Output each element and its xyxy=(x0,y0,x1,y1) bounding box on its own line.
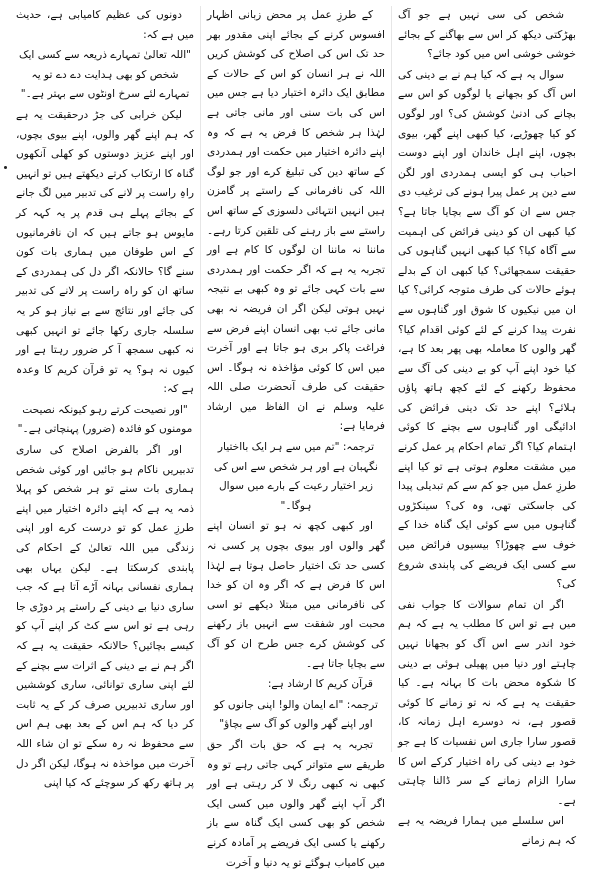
quote-paragraph: ترجمہ: "اے ایمان والو! اپنی جانوں کو اور اپنے گھر والوں کو آگ سے بچاؤ" xyxy=(214,698,378,731)
newspaper-page xyxy=(10,6,582,869)
body-paragraph: لیکن خرابی کی جڑ درحقیقت یہ ہے کہ ہم اپنے گھر والوں، اپنے بیوی بچوں، اور اپنے عزیز دوستوں کو کھلی آنکھوں گناہ کا ارتکاب کرتے دیکھتے ہیں تو انہیں راہِ راست پر لانے کی تدبیر میں لگ جانے کے بجائے پہلے ہی قدم پر یہ کہہ کر مایوس ہو جاتے ہیں کہ ان نافرمانیوں کے اس طوفان میں ہماری بات کون سنے گا؟ حالانکہ اگر دل کی ہمدردی کے ساتھ ان کو راہ راست پر لانے کی تدبیر کی جائے اور نتائج سے بے نیاز ہو کر یہ سلسلہ جاری رکھا جائے تو انہیں کبھی نہ کبھی سمجھ آ کر ضرور رہتا ہے اور کیوں نہ ہو؟ یہ تو قرآن کریم کا وعدہ ہے کہ: xyxy=(16,108,194,396)
column-right xyxy=(392,6,582,847)
body-paragraph: اور کبھی کچھ نہ ہو تو انسان اپنے گھر والوں اور بیوی بچوں پر کسی نہ کسی حد تک اختیار حاصل ہوتا ہے لہٰذا اس کا فرض ہے کہ اگر وہ ان کو خدا کی نافرمانی میں مبتلا دیکھے تو اسی محبت اور شفقت سے انہیں باز رکھنے کی کوشش کرے جس طرح ان کو آگ سے بچایا جاتا ہے۔ xyxy=(207,520,385,670)
body-paragraph: اور اگر بالفرض اصلاح کی ساری تدبیریں ناکام ہو جائیں اور کوئی شخص ہماری بات سنے تو ہر شخص کو پہلا ذمہ یہ ہے کہ اپنے دائرہ اختیار میں اپنے طرزِ عمل کو تو درست کرے اور اپنی زندگی میں اللہ تعالیٰ کے احکام کی پابندی کرسکتا ہے۔ لیکن یہاں بھی ہماری نفسانی بہانہ آڑے آتا ہے کہ جب ساری دنیا بے دینی کے راستے پر دوڑی جا رہی ہے تو اس سے کٹ کر اپنے آپ کو کیسے بچائیں؟ حالانکہ حقیقت یہ ہے کہ اگر ہم نے بے دینی کے اثرات سے بچنے کے لئے اپنی ساری توانائی، ساری کوششیں اور ساری تدبیریں صرف کر کے یہ ثابت کر دیا کہ ہم اس کے بعد بھی ہم اس سے محفوظ نہ رہ سکے تو ان شاء اللہ آخرت میں مواخذہ نہ ہوگا، لیکن اگر دل پر ہاتھ رکھ کر سوچئے کہ کیا اپنی xyxy=(16,444,194,790)
column-middle xyxy=(201,6,392,869)
body-paragraph: اگر ان تمام سوالات کا جواب نفی میں ہے تو اس کا مطلب یہ ہے کہ ہم خود اندر سے اس آگ کو بجھانا نہیں چاہتے اور دنیا میں پھیلی ہوئی بے دینی کا شکوہ محض بات کا بہانہ ہے۔ کیا حقیقت یہ ہے کہ نہ تو زمانے کا کوئی قصور ہے، نہ دوسرے اہل زمانہ کا، قصور سارا جاری اس نفسیات کا ہے جو خود بے دینی کی راہ اختیار کرکے اس کا سارا الزام زمانے کے سر ڈالنا چاہتی ہے۔ xyxy=(398,598,576,807)
body-paragraph: قرآن کریم کا ارشاد ہے: xyxy=(267,678,373,691)
body-paragraph: دونوں کی عظیم کامیابی ہے، حدیث میں ہے کہ: xyxy=(16,9,194,41)
quote-paragraph: "اللہ تعالیٰ تمہارے ذریعہ سے کسی ایک شخص کو بھی ہدایت دے دے تو یہ تمہارے لئے سرخ اونٹوں سے بہتر ہے۔" xyxy=(18,49,192,101)
column-left xyxy=(10,6,201,790)
quote-paragraph: "اور نصیحت کرتے رہو کیونکہ نصیحت مومنوں کو فائدہ (ضرور) پہنچاتی ہے۔" xyxy=(17,403,193,436)
body-paragraph: کے طرزِ عمل پر محض زبانی اظہار افسوس کرنے کے بجائے اپنی مقدور بھر حد تک اس کی اصلاح کی کوشش کریں اللہ نے ہر انسان کو اس کے حالات کے مطابق ایک دائرہ اختیار دیا ہے جس میں اس کی بات سنی اور مانی جاتی ہے لہٰذا ہر شخص کا فرض یہ ہے کہ وہ اپنے دائرہ اختیار میں حکمت اور ہمدردی کے ساتھ دین کی تبلیغ کرے اور جو لوگ اللہ کی نافرمانی کے راستے پر گامزن ہیں انہیں انتہائی دلسوزی کے ساتھ اس راستے سے باز رہنے کی تلقین کرتا رہے۔ ماننا نہ ماننا ان لوگوں کا کام ہے اور تجربہ یہ ہے کہ اگر حکمت اور ہمدردی سے بات کہی جائے تو وہ کبھی بے نتیجہ نہیں ہوتی لیکن اگر ان فریضہ نہ بھی مانی جائے تب بھی انسان اپنے فرض سے فراغت پاکر بری ہو جاتا ہے اور آخرت میں اس کا کوئی مؤاخذہ نہ ہوگا۔ اس حقیقت کی طرف آنحضرت صلی اللہ علیہ وسلم نے ان الفاظ میں ارشاد فرمایا ہے: xyxy=(207,9,385,433)
quote-paragraph: ترجمہ: "تم میں سے ہر ایک بااختیار نگہبان ہے اور ہر شخص سے اس کی زیر اختیار رعیت کے بارے میں سوال ہوگا۔" xyxy=(214,441,378,512)
body-paragraph: تجربہ یہ ہے کہ حق بات اگر حق طریقے سے متواتر کہی جاتی رہے تو وہ کبھی نہ کبھی رنگ لا کر رہتی ہے اور اگر آپ اپنے گھر والوں میں کسی ایک شخص کو بھی کسی ایک گناہ سے باز رکھنے یا کسی ایک فریضے پر آمادہ کرنے میں کامیاب ہوگئے تو یہ دنیا و آخرت xyxy=(207,738,385,869)
body-paragraph: اس سلسلے میں ہمارا فریضہ یہ ہے کہ ہم زمانے xyxy=(398,815,576,847)
margin-dot xyxy=(4,166,7,169)
body-paragraph: سوال یہ ہے کہ کیا ہم نے بے دینی کی اس آگ کو بجھانے یا لوگوں کو اس سے بچانے کی ادنیٰ کوشش کی؟ اور لوگوں کو کیا چھوڑیے، کیا کبھی اپنے گھر، بیوی بچوں، اپنے اہل خاندان اور اپنے دوست احباب ہی کو ایسی ہمدردی اور لگن سے دین پر عمل پیرا ہونے کی ترغیب دی جس سے ان کو آگ سے بچایا جاتا ہے؟ کیا کبھی ان کو دینی فرائض کی اہمیت سے آگاہ کیا؟ کیا کبھی انہیں گناہوں کی حقیقت سمجھائی؟ کیا کبھی ان کے بدلے ہوئے حالات کی طرف متوجہ کرائی؟ کیا ان میں نیکیوں کا شوق اور گناہوں سے نفرت پیدا کرنے کے لئے کوئی اقدام کیا؟ گھر والوں کا معاملہ بھی پھر بعد کا ہے، کیا خود اپنے آپ کو بے دینی کی آگ سے محفوظ رکھنے کے لئے کچھ ہاتھ پاؤں ہلائے؟ اپنے حد تک دینی فرائض کی ادائیگی اور گناہوں سے بچنے کا کوئی اہتمام کیا؟ اگر تمام احکام پر عمل کرنے میں مشقت معلوم ہوتی ہے تو کیا اپنے طرزِ عمل میں جو کم سے کم تبدیلی پیدا کی جاسکتی تھی، وہ کی؟ سینکڑوں گناہوں میں سے کوئی ایک گناہ خدا کے خوف سے چھوڑا؟ بیسیوں فرائض میں سے کسی ایک فریضے کی پابندی شروع کی؟ xyxy=(398,68,576,591)
body-paragraph: شخص کی سی نہیں ہے جو آگ بھڑکتی دیکھ کر اس سے بھاگنے کے بجائے خوشی خوشی اس میں کود جائے؟ xyxy=(398,9,576,61)
